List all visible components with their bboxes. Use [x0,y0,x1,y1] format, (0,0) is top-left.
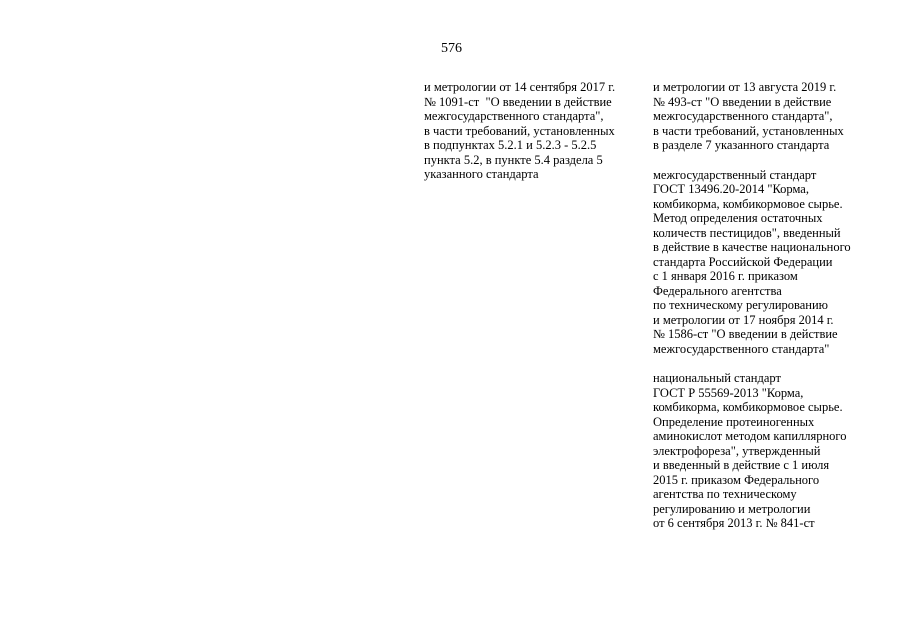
text-line: количеств пестицидов", введенный [653,225,841,240]
text-line: № 1091-ст "О введении в действие [424,94,612,109]
text-line: комбикорма, комбикормовое сырье. [653,400,843,414]
paragraph [424,80,644,182]
text-line: в подпунктах 5.2.1 и 5.2.3 - 5.2.5 [424,138,597,152]
text-line: указанного стандарта [424,167,539,181]
text-line: по техническому регулированию [653,298,829,312]
text-line: ГОСТ Р 55569-2013 "Корма, [653,385,804,400]
text-line: № 1586-ст "О введении в действие [653,327,838,341]
text-line: аминокислот методом капиллярного [653,429,847,443]
text-line: регулированию и метрологии [653,501,811,516]
text-line: агентства по техническому [653,487,797,501]
text-line: Федерального агентства [653,283,782,298]
text-line: и метрологии от 14 сентября 2017 г. [424,80,616,94]
text-line: и введенный в действие с 1 июля [653,458,830,472]
page-number: 576 [441,41,462,56]
text-line: межгосударственный стандарт [653,167,817,182]
paragraph [653,168,893,357]
text-line: Определение протеиногенных [653,414,815,429]
text-line: Метод определения остаточных [653,211,823,225]
text-line: и метрологии от 17 ноября 2014 г. [653,312,834,327]
text-line: стандарта Российской Федерации [653,254,833,269]
text-line: электрофореза", утвержденный [653,443,821,458]
paragraph [653,80,893,153]
paragraph-gap [653,356,893,371]
text-line: в действие в качестве национального [653,240,851,254]
text-line: от 6 сентября 2013 г. № 841-ст [653,516,815,530]
text-line: пункта 5.2, в пункте 5.4 раздела 5 [424,152,603,167]
text-line: межгосударственного стандарта" [653,341,830,356]
text-line: с 1 января 2016 г. приказом [653,269,798,283]
text-line: в части требований, установленных [424,123,615,138]
text-line: и метрологии от 13 августа 2019 г. [653,80,837,94]
text-line: ГОСТ 13496.20-2014 "Корма, [653,182,809,196]
text-line: № 493-ст "О введении в действие [653,94,832,109]
text-line: в части требований, установленных [653,123,844,138]
paragraph [653,371,893,531]
text-line: комбикорма, комбикормовое сырье. [653,196,843,211]
text-line: 2015 г. приказом Федерального [653,472,820,487]
text-line: национальный стандарт [653,371,781,385]
text-line: в разделе 7 указанного стандарта [653,138,830,152]
text-line: межгосударственного стандарта", [424,109,604,123]
paragraph-gap [653,153,893,168]
right-column [653,80,893,531]
left-column [424,80,644,182]
text-line: межгосударственного стандарта", [653,109,833,123]
